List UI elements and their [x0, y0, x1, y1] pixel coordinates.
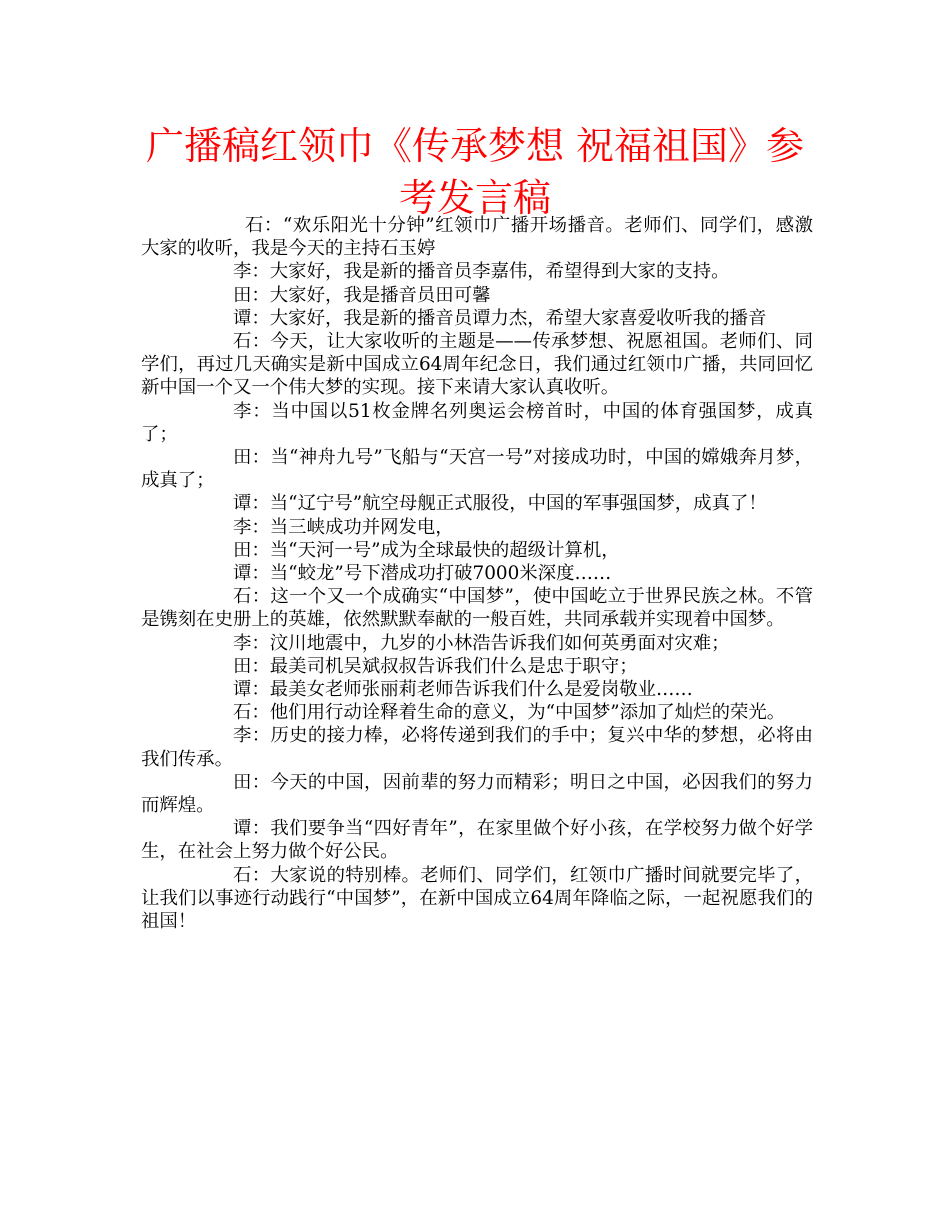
paragraph-1: 石：“欢乐阳光十分钟”红领巾广播开场播音。老师们、同学们，感激大家的收听，我是今天的主持石玉婷: [141, 215, 813, 260]
paragraph-8: 谭：当“辽宁号”航空母舰正式服役，中国的军事强国梦，成真了！: [233, 493, 767, 515]
paragraph-16: 石：他们用行动诠释着生命的意义，为“中国梦”添加了灿烂的荣光。: [233, 702, 786, 724]
document-title: 广播稿红领巾《传承梦想 祝福祖国》参考发言稿: [145, 124, 805, 220]
paragraph-19: 谭：我们要争当“四好青年”，在家里做个好小孩，在学校努力做个好学生，在社会上努力做个好公民。: [141, 818, 813, 863]
paragraph-11: 谭：当“蛟龙”号下潜成功打破7000米深度……: [233, 563, 612, 585]
document-body: [141, 214, 813, 933]
paragraph-4: 谭：大家好，我是新的播音员谭力杰，希望大家喜爱收听我的播音: [233, 307, 767, 329]
paragraph-10: 田：当“天河一号”成为全球最快的超级计算机，: [233, 539, 620, 561]
paragraph-13: 李：汶川地震中，九岁的小林浩告诉我们如何英勇面对灾难；: [233, 632, 730, 654]
paragraph-20: 石：大家说的特别棒。老师们、同学们，红领巾广播时间就要完毕了，让我们以事迹行动践行“中国梦”，在新中国成立64周年降临之际，一起祝愿我们的祖国！: [141, 864, 813, 933]
paragraph-6: 李：当中国以51枚金牌名列奥运会榜首时，中国的体育强国梦，成真了；: [141, 400, 813, 445]
paragraph-7: 田：当“神舟九号”飞船与“天宫一号”对接成功时，中国的嫦娥奔月梦，成真了；: [141, 447, 813, 492]
paragraph-18: 田：今天的中国，因前辈的努力而精彩；明日之中国，必因我们的努力而辉煌。: [141, 771, 813, 817]
paragraph-3: 田：大家好，我是播音员田可馨: [233, 284, 491, 306]
paragraph-14: 田：最美司机吴斌叔叔告诉我们什么是忠于职守；: [233, 655, 638, 677]
paragraph-5: 石：今天，让大家收听的主题是——传承梦想、祝愿祖国。老师们、同学们，再过几天确实是新中国成立64周年纪念日，我们通过红领巾广播，共同回忆新中国一个又一个伟大梦的实现。接下来请大家认真收听。: [141, 331, 813, 399]
paragraph-9: 李：当三峡成功并网发电，: [233, 516, 454, 538]
paragraph-17: 李：历史的接力棒，必将传递到我们的手中；复兴中华的梦想，必将由我们传承。: [141, 725, 813, 770]
paragraph-15: 谭：最美女老师张丽莉老师告诉我们什么是爱岗敬业……: [233, 679, 693, 701]
paragraph-2: 李：大家好，我是新的播音员李嘉伟，希望得到大家的支持。: [233, 261, 730, 283]
paragraph-12: 石：这一个又一个成确实“中国梦”，使中国屹立于世界民族之林。不管是镌刻在史册上的英雄，依然默默奉献的一般百姓，共同承载并实现着中国梦。: [141, 586, 813, 631]
